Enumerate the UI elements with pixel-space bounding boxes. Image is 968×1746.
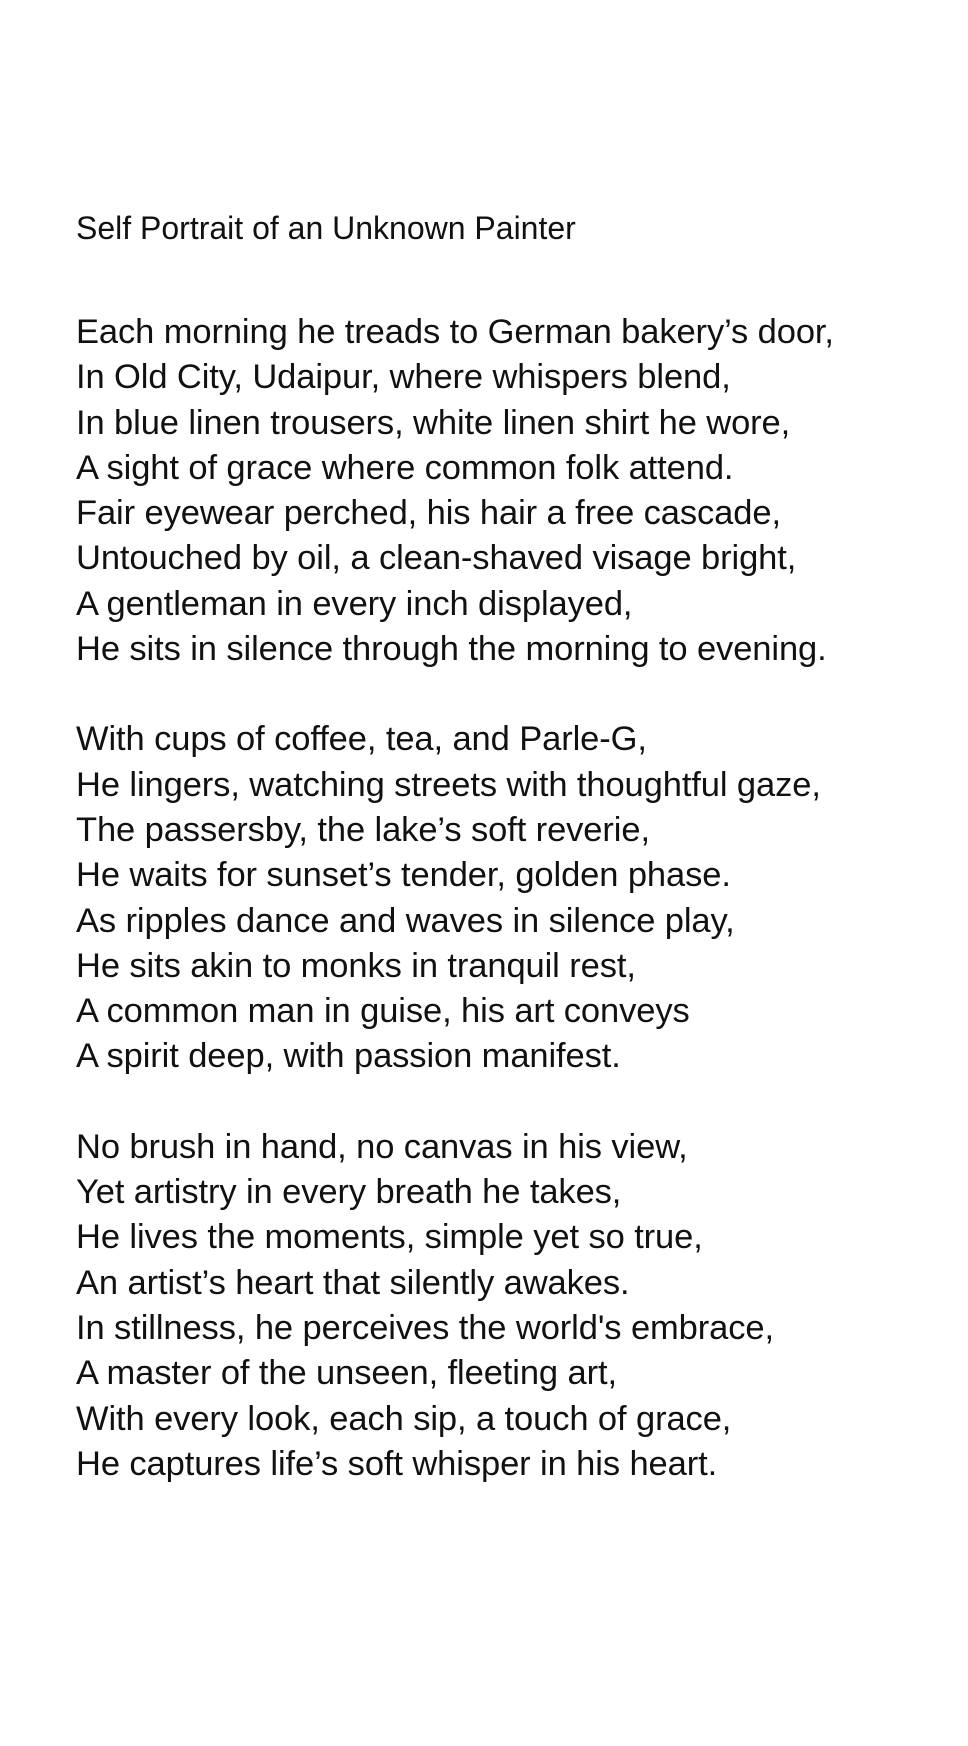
poem-line: A gentleman in every inch displayed,: [76, 584, 633, 623]
poem-line: With every look, each sip, a touch of grace,: [76, 1399, 732, 1438]
poem-line: Yet artistry in every breath he takes,: [76, 1173, 622, 1212]
poem-line: In Old City, Udaipur, where whispers blend,: [76, 358, 731, 397]
poem-line: Fair eyewear perched, his hair a free cascade,: [76, 494, 781, 533]
poem-line: He captures life’s soft whisper in his heart.: [76, 1444, 718, 1483]
poem: [76, 208, 956, 1487]
poem-line: An artist’s heart that silently awakes.: [76, 1263, 630, 1302]
poem-line: Untouched by oil, a clean-shaved visage bright,: [76, 539, 797, 578]
poem-line: As ripples dance and waves in silence play,: [76, 901, 735, 940]
poem-line: A sight of grace where common folk attend.: [76, 448, 734, 487]
poem-line: A common man in guise, his art conveys: [76, 992, 690, 1031]
stanza-3: [76, 1125, 956, 1487]
poem-title: Self Portrait of an Unknown Painter: [76, 210, 576, 246]
poem-line: A master of the unseen, fleeting art,: [76, 1354, 617, 1393]
poem-line: Each morning he treads to German bakery’s door,: [76, 313, 834, 351]
stanza-1: [76, 310, 956, 672]
stanza-2: [76, 717, 956, 1079]
poem-line: In stillness, he perceives the world's embrace,: [76, 1308, 774, 1347]
poem-line: In blue linen trousers, white linen shirt he wore,: [76, 403, 791, 442]
poem-line: He lingers, watching streets with thoughtful gaze,: [76, 765, 821, 804]
poem-line: The passersby, the lake’s soft reverie,: [76, 810, 650, 849]
poem-line: With cups of coffee, tea, and Parle-G,: [76, 720, 647, 759]
poem-line: He waits for sunset’s tender, golden phase.: [76, 856, 731, 895]
poem-line: He sits in silence through the morning to evening.: [76, 630, 827, 669]
poem-line: A spirit deep, with passion manifest.: [76, 1037, 621, 1076]
poem-line: No brush in hand, no canvas in his view,: [76, 1127, 688, 1166]
poem-line: He lives the moments, simple yet so true,: [76, 1218, 703, 1257]
poem-line: He sits akin to monks in tranquil rest,: [76, 946, 636, 985]
